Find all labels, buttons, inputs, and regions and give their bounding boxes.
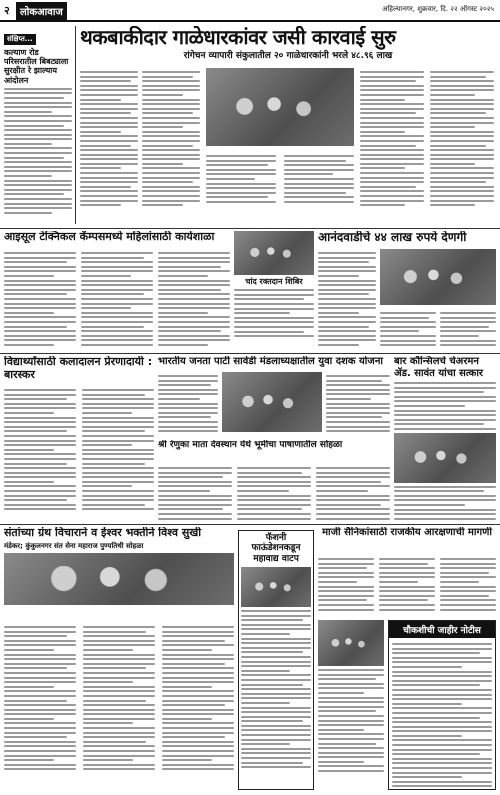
lead-photo bbox=[206, 68, 354, 146]
lead-body-col5 bbox=[360, 71, 424, 209]
council-body-top bbox=[394, 382, 496, 430]
students-story bbox=[4, 356, 154, 522]
saints-body-col2 bbox=[83, 626, 155, 773]
bjp-headline: भारतीय जनता पार्टी सावेडी मंडलाध्यक्षातील युवा दशक योजना bbox=[158, 356, 383, 367]
public-notice bbox=[388, 620, 496, 790]
blood-camp-block bbox=[234, 231, 314, 351]
bjp-body-col2 bbox=[326, 375, 390, 435]
fashion-headline: फॅशनी फाऊंडेशनकडून महावाद्य वाटप bbox=[251, 533, 301, 564]
saints-body-col3 bbox=[162, 626, 234, 773]
donation-body-col3 bbox=[440, 312, 496, 349]
notice-title: चौकशीची जाहीर नोटीस bbox=[389, 621, 495, 638]
bjp-photo bbox=[222, 372, 322, 432]
renuka-body-col2 bbox=[237, 467, 311, 522]
bjp-body-col1 bbox=[158, 375, 218, 435]
council-photo bbox=[394, 433, 496, 483]
defence-body-cont bbox=[318, 669, 384, 772]
paper-logo: लोकआवाज bbox=[16, 2, 67, 20]
lab-headline: आइसूल टेक्निकल कॅम्पसमध्ये महिलांसाठी कार्यशाळा bbox=[4, 231, 215, 243]
lab-story bbox=[4, 231, 230, 351]
lead-body-col3 bbox=[206, 155, 276, 206]
lead-body-col2 bbox=[142, 71, 200, 209]
lead-body-col1 bbox=[80, 71, 138, 209]
students-headline: विद्यार्थ्यांसाठी कलादालन प्रेरणादायी : बारस्कर bbox=[4, 356, 153, 381]
defence-body-col1 bbox=[318, 558, 374, 613]
defence-photo bbox=[318, 620, 384, 666]
briefs-body bbox=[4, 88, 72, 214]
donation-body-col1 bbox=[318, 252, 376, 348]
fashion-story bbox=[238, 530, 314, 790]
lead-subheadline: रांगेचन व्यापारी संकुलातील २० गाळेधारकांनी भरले ४८.९६ लाख bbox=[183, 51, 393, 61]
defence-body-col3 bbox=[440, 558, 496, 613]
briefs-label: संक्षिप्त... bbox=[4, 34, 36, 45]
saints-subheadline: मंडेकर; कुंकुलनगर संत सेना महाराज पुण्यतिथी सोहळा bbox=[4, 541, 144, 550]
renuka-story bbox=[158, 440, 390, 522]
donation-photo bbox=[380, 249, 496, 305]
donation-headline: आनंदवाडीचे ४४ लाख रुपये देणगी bbox=[318, 231, 467, 244]
lead-story bbox=[80, 26, 496, 226]
lead-body-col6 bbox=[430, 71, 494, 209]
donation-story bbox=[318, 231, 496, 351]
masthead bbox=[0, 0, 500, 22]
blood-camp-photo bbox=[234, 231, 314, 275]
lead-headline: थकबाकीदार गाळेधारकांवर जसी कारवाई सुरु bbox=[80, 26, 396, 49]
saints-story bbox=[4, 527, 234, 791]
defence-headline: माजी सैनिकांसाठी राजकीय आरक्षणाची मागणी bbox=[322, 527, 492, 538]
saints-headline: संतांच्या ग्रंथ विचाराने व ईश्वर भक्तीने विश्व सुखी bbox=[4, 527, 202, 539]
renuka-headline: श्री रेणुका माता देवस्थान येथे भूमीचा पाषाणातील सोहळा bbox=[158, 440, 343, 450]
bjp-story bbox=[158, 356, 390, 436]
notice-body bbox=[389, 641, 495, 790]
blood-camp-caption: चांद रक्तदान शिबिर bbox=[245, 277, 303, 286]
students-body-col2 bbox=[82, 389, 154, 513]
fashion-photo bbox=[241, 567, 311, 607]
lab-body-col2 bbox=[81, 252, 153, 348]
lab-body-col3 bbox=[158, 252, 230, 348]
council-body-bottom bbox=[394, 486, 496, 520]
lab-body-col1 bbox=[4, 252, 76, 348]
defence-continuation bbox=[318, 620, 384, 790]
renuka-body-col1 bbox=[158, 467, 232, 522]
council-story bbox=[394, 356, 496, 522]
students-body-col1 bbox=[4, 389, 76, 513]
donation-body-col2 bbox=[380, 312, 436, 349]
defence-story bbox=[318, 527, 496, 617]
saints-body-col1 bbox=[4, 626, 76, 773]
page-number: २ bbox=[4, 4, 10, 17]
fashion-body bbox=[241, 610, 311, 768]
renuka-body-col3 bbox=[316, 467, 390, 522]
briefs-column bbox=[4, 26, 72, 226]
lead-body-col4 bbox=[284, 155, 354, 206]
dateline: अहिल्यानगर, शुक्रवार, दि. २२ ऑगस्ट २०२५ bbox=[382, 5, 494, 13]
council-headline: बार कौन्सिलचे चेअरमन ॲड. सावंत यांचा सत्कार bbox=[394, 356, 483, 379]
briefs-headline: कल्याण रोड परिसरातील बिबट्याला सुरक्षीत रे झाल्याय आंदोलन bbox=[4, 48, 69, 85]
defence-body-col2 bbox=[379, 558, 435, 613]
blood-camp-body bbox=[234, 289, 314, 337]
saints-photo bbox=[4, 553, 234, 605]
